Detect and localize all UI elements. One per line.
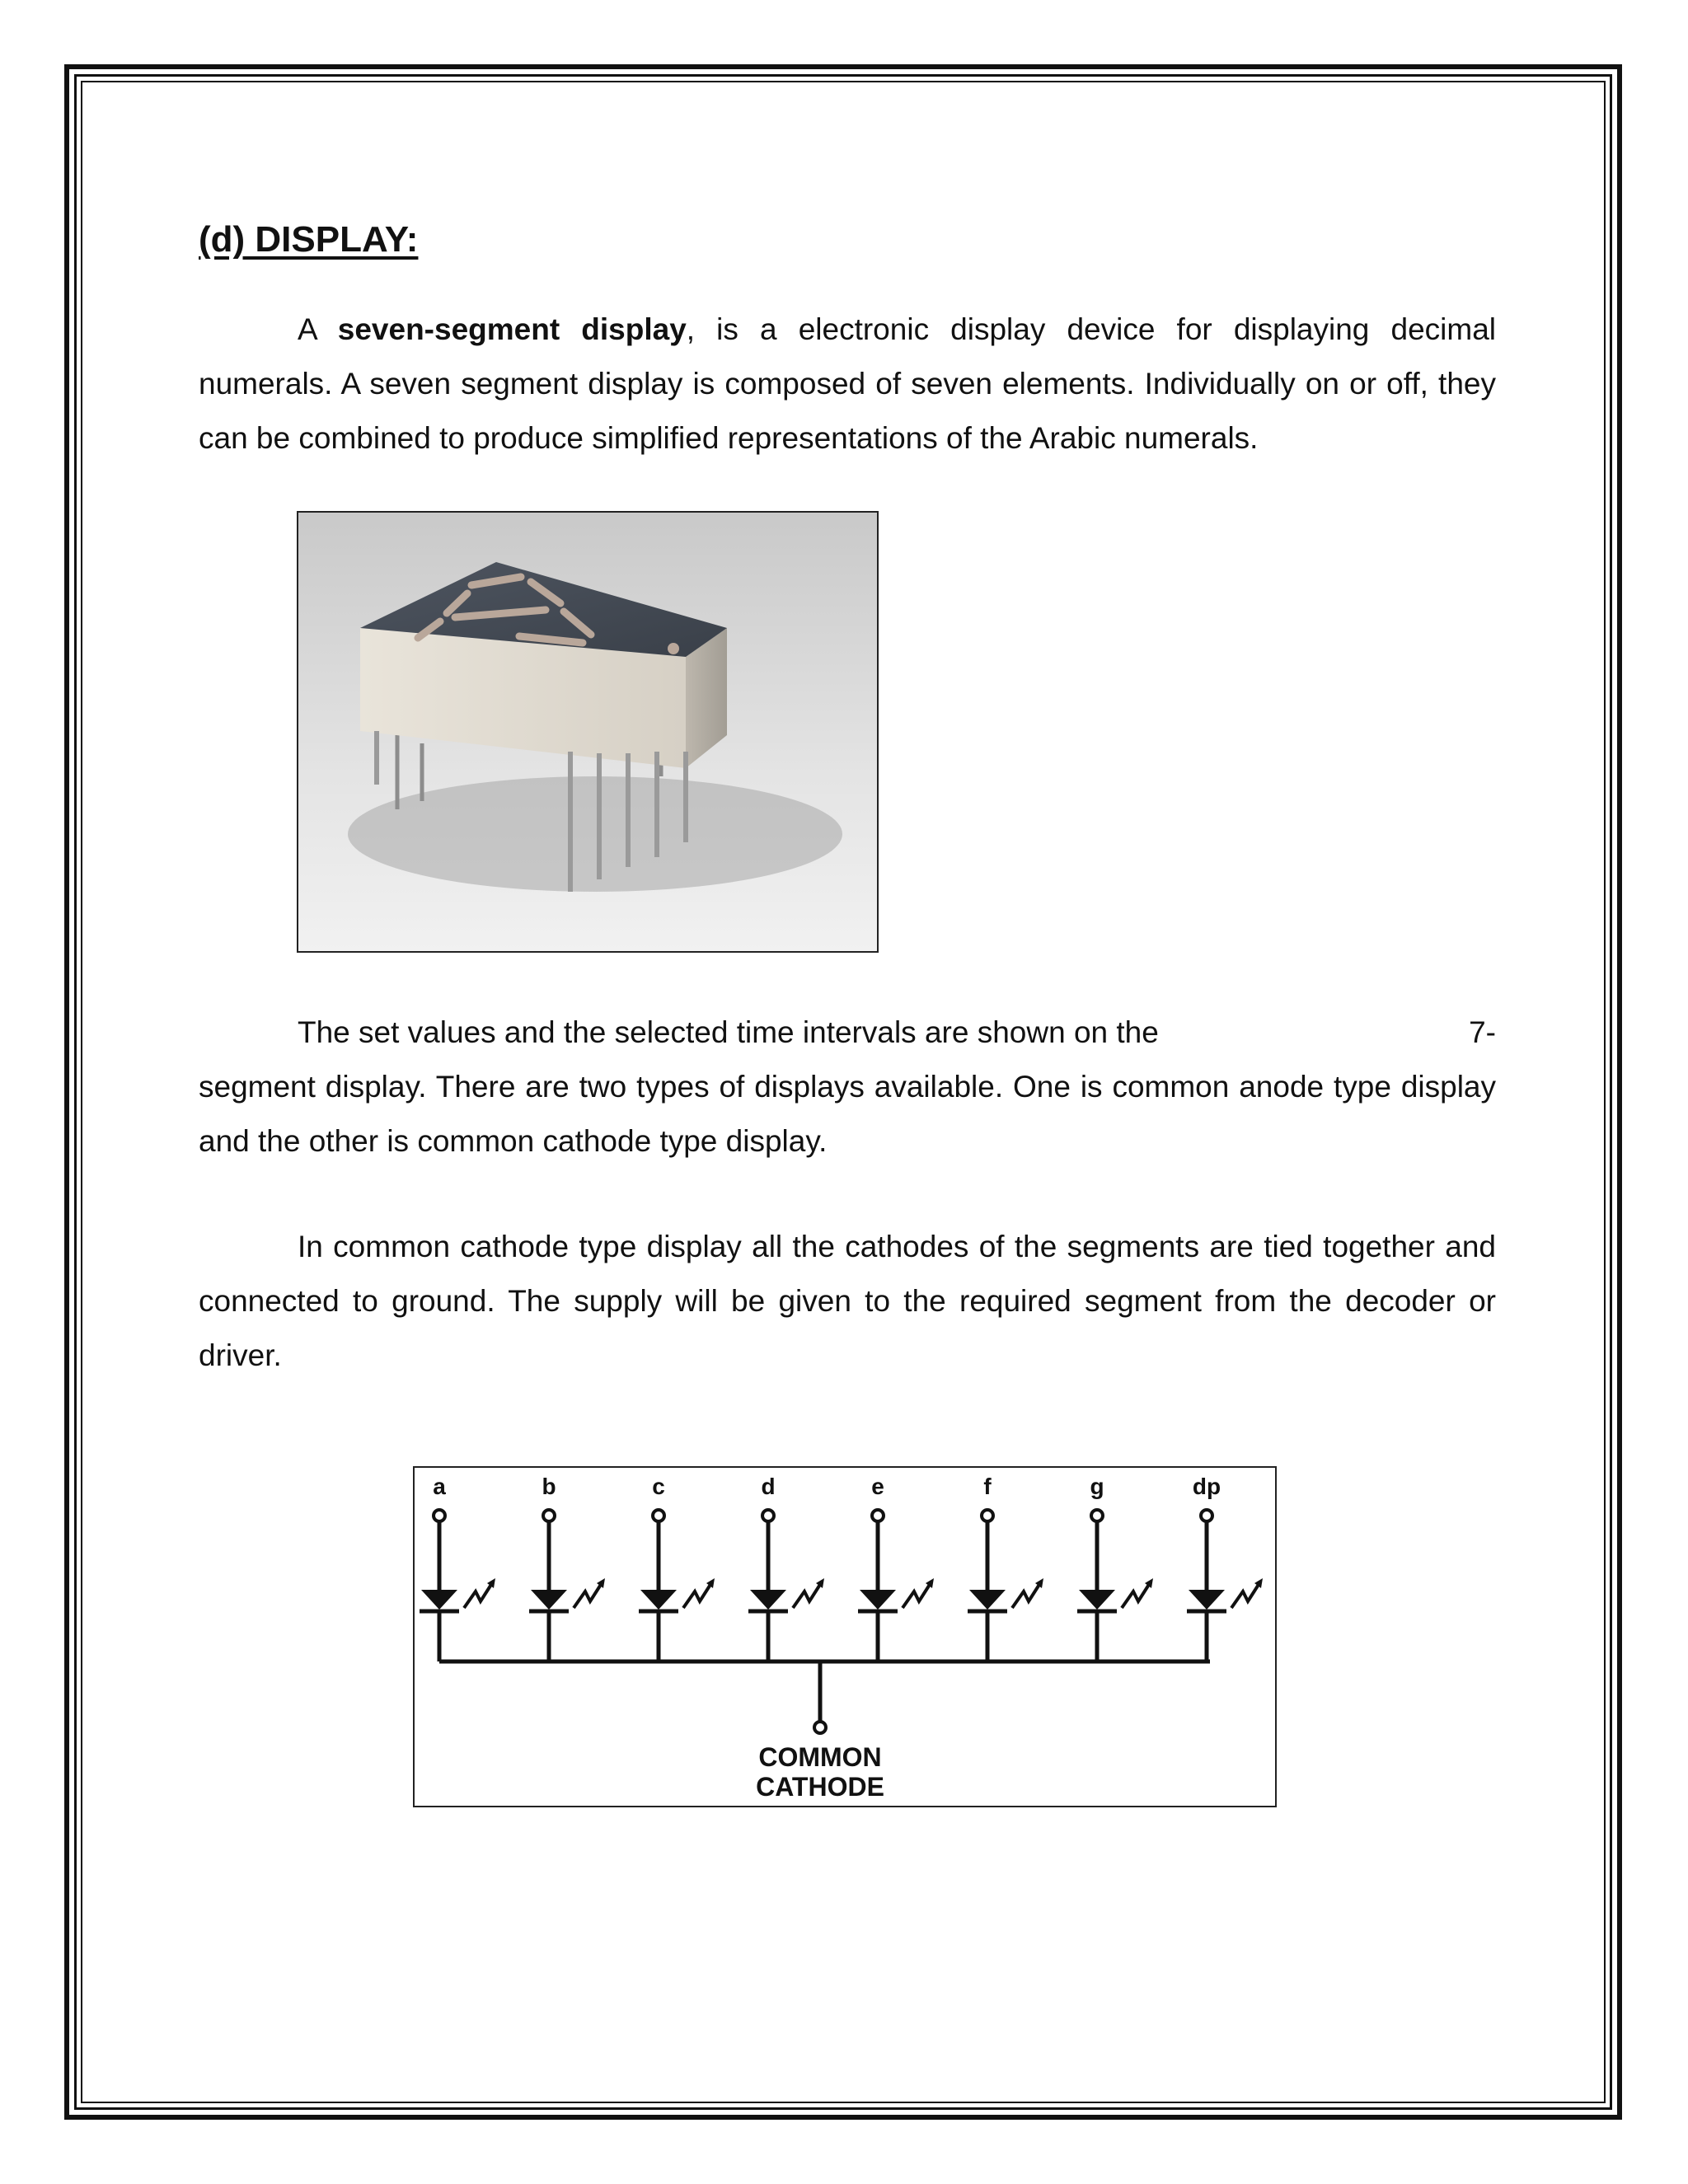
schematic-drawing: [415, 1468, 1275, 1806]
pin-label-d: d: [761, 1474, 776, 1499]
led-diode-dp: [1189, 1590, 1225, 1610]
pin-label-f: f: [983, 1474, 992, 1499]
led-diode-b: [531, 1590, 567, 1610]
pin-terminal-e: [872, 1510, 884, 1521]
pin-label-dp: dp: [1192, 1474, 1221, 1499]
common-cathode-schematic: [413, 1466, 1277, 1807]
emission-arrow-c: [683, 1583, 711, 1608]
section-heading: (d) DISPLAY:: [199, 219, 419, 260]
emission-arrow-a: [464, 1583, 492, 1608]
pin-terminal-g: [1091, 1510, 1103, 1521]
pin-terminal-b: [543, 1510, 555, 1521]
led-diode-c: [640, 1590, 677, 1610]
pin-label-g: g: [1090, 1474, 1104, 1499]
pin-terminal-f: [982, 1510, 993, 1521]
emission-arrow-b: [574, 1583, 602, 1608]
pin-terminal-dp: [1201, 1510, 1212, 1521]
common-label-line2: CATHODE: [756, 1772, 884, 1802]
pin-terminal-c: [653, 1510, 664, 1521]
display-types-rest: segment display. There are two types of displays available. One is common anode type display and the other is common cathode type display.: [199, 1070, 1496, 1158]
led-diode-f: [969, 1590, 1006, 1610]
pin-label-e: e: [871, 1474, 884, 1499]
led-diode-e: [860, 1590, 896, 1610]
pin-terminal-d: [762, 1510, 774, 1521]
emission-arrow-dp: [1231, 1583, 1259, 1608]
pin-label-a: a: [433, 1474, 446, 1499]
display-types-paragraph: [199, 1005, 1496, 1169]
intro-rest: , is a electronic display device for displaying decimal numerals. A seven segment display is composed of seven elements. Individually on or off, they can be combined to produce simplified representations of the Arabic numerals.: [199, 312, 1496, 455]
common-cathode-text: In common cathode type display all the cathodes of the segments are tied together and connected to ground. The supply will be given to the required segment from the decoder or driver.: [199, 1230, 1496, 1372]
display-types-first-line: [199, 1005, 1496, 1060]
emission-arrow-f: [1012, 1583, 1040, 1608]
emission-arrow-e: [903, 1583, 931, 1608]
display-types-line1-end: 7-: [1469, 1015, 1496, 1049]
common-cathode-paragraph: [199, 1220, 1496, 1383]
intro-paragraph: [199, 302, 1496, 466]
intro-bold-term: seven-segment display: [337, 312, 687, 346]
emission-arrow-d: [793, 1583, 821, 1608]
pin-label-c: c: [652, 1474, 665, 1499]
pin-terminal-a: [434, 1510, 445, 1521]
common-label-line1: COMMON: [758, 1742, 882, 1772]
pin-label-b: b: [542, 1474, 556, 1499]
intro-prefix: A: [298, 312, 338, 346]
seven-segment-photo: [297, 511, 879, 953]
emission-arrow-g: [1122, 1583, 1150, 1608]
common-terminal: [814, 1722, 826, 1733]
led-diode-a: [421, 1590, 457, 1610]
led-diode-d: [750, 1590, 786, 1610]
display-types-line1: The set values and the selected time intervals are shown on the: [298, 1015, 1159, 1049]
led-diode-g: [1079, 1590, 1115, 1610]
